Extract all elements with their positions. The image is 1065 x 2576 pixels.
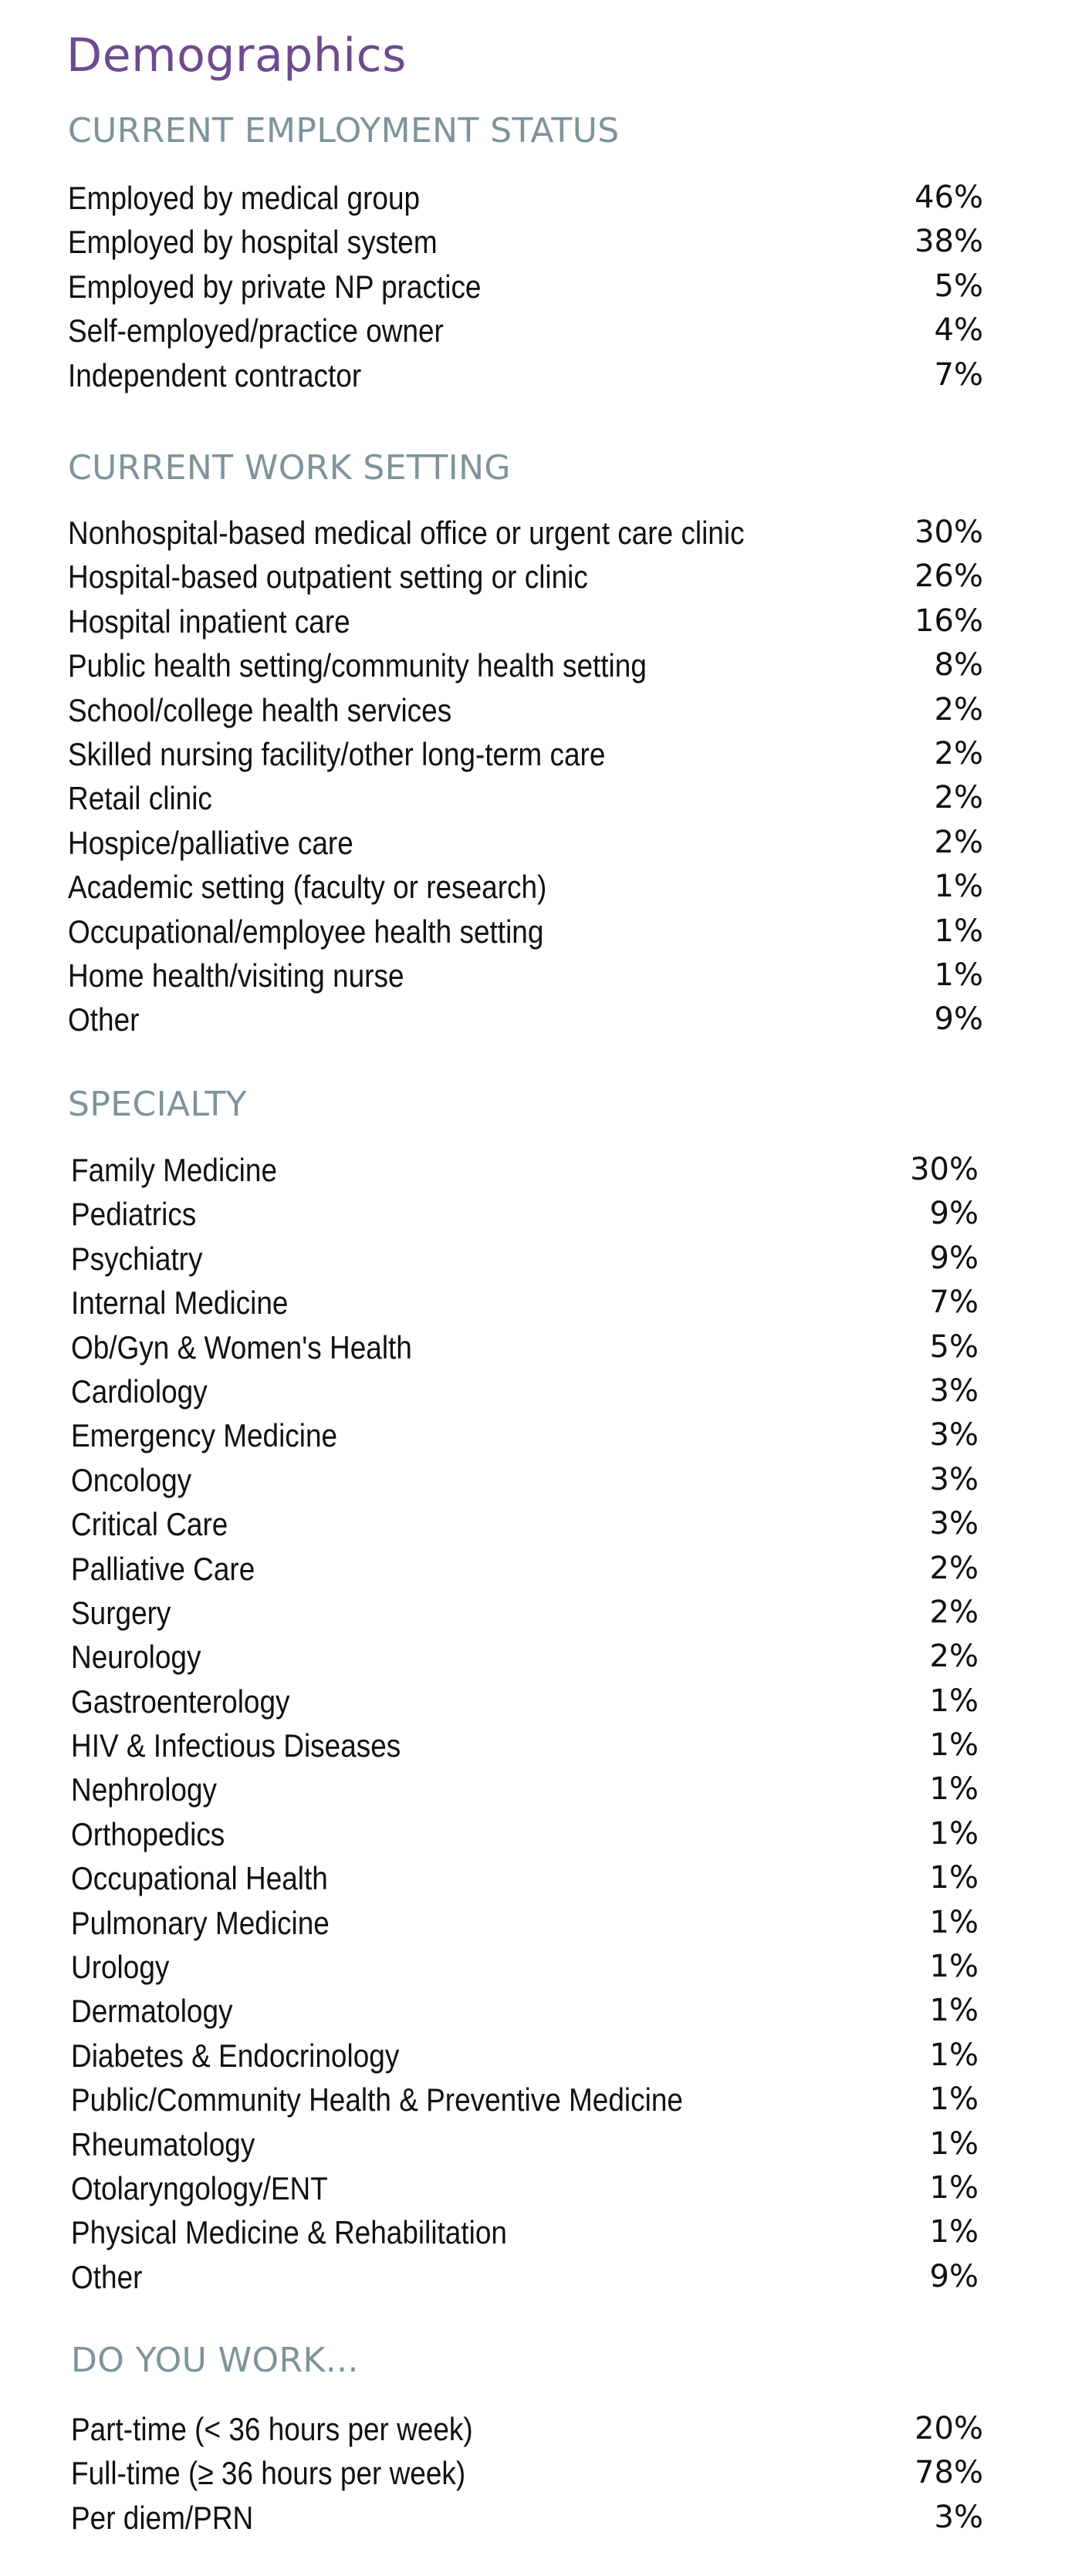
list-item xyxy=(68,732,983,776)
list-item xyxy=(68,1856,979,1900)
item-percentage: 5% xyxy=(929,1329,979,1365)
work-setting-section xyxy=(68,445,983,1042)
item-percentage: 1% xyxy=(929,1771,979,1808)
work-setting-list xyxy=(68,511,983,1042)
item-percentage: 1% xyxy=(929,2214,979,2250)
item-percentage: 7% xyxy=(929,1285,979,1321)
item-label: Oncology xyxy=(71,1461,192,1498)
item-label: Independent contractor xyxy=(68,356,362,393)
item-percentage: 38% xyxy=(915,224,983,260)
item-label: Dermatology xyxy=(71,1993,233,2030)
section-heading: CURRENT WORK SETTING xyxy=(68,448,511,488)
list-item xyxy=(68,309,983,353)
item-label: Academic setting (faculty or research) xyxy=(68,869,547,906)
list-item xyxy=(68,643,983,687)
specialty-list xyxy=(68,1148,979,2299)
work-hours-list xyxy=(71,2407,983,2540)
list-item xyxy=(68,555,983,599)
item-label: Occupational/employee health setting xyxy=(68,913,544,950)
section-heading: SPECIALTY xyxy=(68,1085,247,1124)
item-percentage: 2% xyxy=(929,1594,979,1630)
item-percentage: 1% xyxy=(929,1993,979,2029)
list-item xyxy=(68,2210,979,2254)
item-label: Employed by hospital system xyxy=(68,224,438,261)
item-label: Occupational Health xyxy=(71,1860,328,1897)
list-item xyxy=(68,2166,979,2210)
list-item xyxy=(71,2496,983,2540)
section-heading: DO YOU WORK... xyxy=(71,2341,359,2380)
list-item xyxy=(68,1369,979,1413)
item-label: Per diem/PRN xyxy=(71,2499,254,2536)
list-item xyxy=(68,1724,979,1767)
item-label: Employed by medical group xyxy=(68,180,421,216)
item-percentage: 2% xyxy=(934,735,983,771)
item-percentage: 30% xyxy=(915,515,983,550)
item-label: Critical Care xyxy=(71,1506,228,1543)
list-item xyxy=(68,511,983,555)
list-item xyxy=(68,1325,979,1369)
item-percentage: 1% xyxy=(929,1727,979,1764)
list-item xyxy=(68,1413,979,1457)
list-item xyxy=(68,1680,979,1724)
list-item xyxy=(68,2122,979,2166)
item-label: Other xyxy=(71,2258,143,2295)
work-hours-section xyxy=(71,2338,983,2540)
list-item xyxy=(68,220,983,264)
item-percentage: 1% xyxy=(929,2037,979,2073)
list-item xyxy=(68,1945,979,1989)
item-percentage: 1% xyxy=(929,2125,979,2162)
item-label: Diabetes & Endocrinology xyxy=(71,2037,400,2074)
list-item xyxy=(68,1989,979,2033)
list-item xyxy=(68,599,983,643)
item-label: Cardiology xyxy=(71,1372,208,1410)
item-percentage: 1% xyxy=(929,1683,979,1719)
item-label: Employed by private NP practice xyxy=(68,268,482,305)
item-label: Physical Medicine & Rehabilitation xyxy=(71,2214,507,2251)
item-label: Surgery xyxy=(71,1594,171,1631)
list-item xyxy=(68,1547,979,1591)
employment-status-section xyxy=(68,108,983,397)
list-item xyxy=(68,776,983,820)
item-label: Self-employed/practice owner xyxy=(68,312,444,349)
item-percentage: 1% xyxy=(929,2169,979,2206)
list-item xyxy=(68,1502,979,1546)
list-item xyxy=(68,865,983,909)
item-percentage: 3% xyxy=(934,2499,983,2535)
list-item xyxy=(68,2034,979,2078)
item-label: Psychiatry xyxy=(71,1240,203,1277)
item-percentage: 1% xyxy=(929,2081,979,2118)
item-percentage: 1% xyxy=(934,913,983,949)
item-percentage: 9% xyxy=(929,1240,979,1276)
list-item xyxy=(68,353,983,397)
item-label: Ob/Gyn & Women's Health xyxy=(71,1329,412,1366)
list-item xyxy=(68,1591,979,1635)
item-label: Pulmonary Medicine xyxy=(71,1904,330,1941)
list-item xyxy=(68,1237,979,1281)
page-title: Demographics xyxy=(66,29,407,83)
employment-status-list xyxy=(68,176,983,397)
item-percentage: 30% xyxy=(910,1152,979,1187)
list-item xyxy=(68,265,983,309)
item-percentage: 1% xyxy=(929,1815,979,1852)
item-label: Rheumatology xyxy=(71,2125,255,2162)
item-percentage: 1% xyxy=(934,957,983,993)
item-label: Home health/visiting nurse xyxy=(68,957,404,994)
list-item xyxy=(68,910,983,954)
item-label: Otolaryngology/ENT xyxy=(71,2169,328,2206)
list-item xyxy=(68,1901,979,1945)
item-percentage: 1% xyxy=(929,1860,979,1896)
item-label: Nonhospital-based medical office or urgent care clinic xyxy=(68,515,745,551)
item-percentage: 20% xyxy=(915,2411,983,2446)
item-label: Family Medicine xyxy=(71,1152,278,1188)
item-percentage: 3% xyxy=(929,1417,979,1453)
item-label: Hospital-based outpatient setting or clinic xyxy=(68,559,588,596)
item-label: Other xyxy=(68,1001,140,1038)
list-item xyxy=(68,1192,979,1236)
list-item xyxy=(71,2407,983,2451)
item-percentage: 2% xyxy=(934,691,983,728)
item-percentage: 1% xyxy=(929,1904,979,1940)
item-label: Full-time (≥ 36 hours per week) xyxy=(71,2455,466,2492)
section-heading: CURRENT EMPLOYMENT STATUS xyxy=(68,111,620,150)
list-item xyxy=(68,954,983,998)
item-percentage: 3% xyxy=(929,1461,979,1497)
list-item xyxy=(68,1458,979,1502)
list-item xyxy=(68,688,983,732)
list-item xyxy=(68,1281,979,1325)
item-percentage: 5% xyxy=(934,268,983,304)
list-item xyxy=(68,1635,979,1679)
list-item xyxy=(68,998,983,1042)
item-label: Pediatrics xyxy=(71,1196,197,1233)
item-percentage: 26% xyxy=(915,559,983,595)
item-percentage: 4% xyxy=(934,312,983,349)
item-percentage: 2% xyxy=(934,780,983,816)
list-item xyxy=(71,2451,983,2495)
item-percentage: 9% xyxy=(929,1196,979,1232)
item-label: Skilled nursing facility/other long-term care xyxy=(68,735,606,772)
specialty-section xyxy=(68,1082,979,2299)
item-label: School/college health services xyxy=(68,691,452,728)
item-label: Retail clinic xyxy=(68,780,212,817)
item-percentage: 3% xyxy=(929,1506,979,1542)
item-percentage: 8% xyxy=(934,647,983,684)
list-item xyxy=(68,1148,979,1192)
list-item xyxy=(68,821,983,865)
item-percentage: 2% xyxy=(934,824,983,860)
item-percentage: 46% xyxy=(915,180,983,215)
list-item xyxy=(68,1812,979,1856)
list-item xyxy=(68,2255,979,2299)
item-percentage: 9% xyxy=(929,2258,979,2294)
item-label: Emergency Medicine xyxy=(71,1417,338,1454)
item-percentage: 7% xyxy=(934,356,983,393)
item-label: HIV & Infectious Diseases xyxy=(71,1727,401,1764)
item-label: Gastroenterology xyxy=(71,1683,290,1720)
list-item xyxy=(68,2078,979,2122)
item-label: Palliative Care xyxy=(71,1550,255,1587)
item-percentage: 9% xyxy=(934,1001,983,1038)
item-percentage: 78% xyxy=(915,2455,983,2491)
item-percentage: 3% xyxy=(929,1372,979,1409)
item-label: Orthopedics xyxy=(71,1815,225,1852)
item-label: Hospice/palliative care xyxy=(68,824,353,861)
list-item xyxy=(68,176,983,220)
item-label: Part-time (< 36 hours per week) xyxy=(71,2411,473,2447)
item-label: Urology xyxy=(71,1949,170,1986)
item-label: Nephrology xyxy=(71,1771,218,1808)
item-label: Public health setting/community health setting xyxy=(68,647,647,684)
item-percentage: 2% xyxy=(929,1639,979,1675)
list-item xyxy=(68,1767,979,1811)
item-label: Neurology xyxy=(71,1639,201,1676)
item-percentage: 16% xyxy=(915,603,983,639)
item-percentage: 1% xyxy=(934,869,983,905)
item-percentage: 2% xyxy=(929,1550,979,1586)
item-label: Public/Community Health & Preventive Medicine xyxy=(71,2081,683,2119)
item-label: Hospital inpatient care xyxy=(68,603,350,640)
item-percentage: 1% xyxy=(929,1949,979,1985)
item-label: Internal Medicine xyxy=(71,1285,289,1322)
